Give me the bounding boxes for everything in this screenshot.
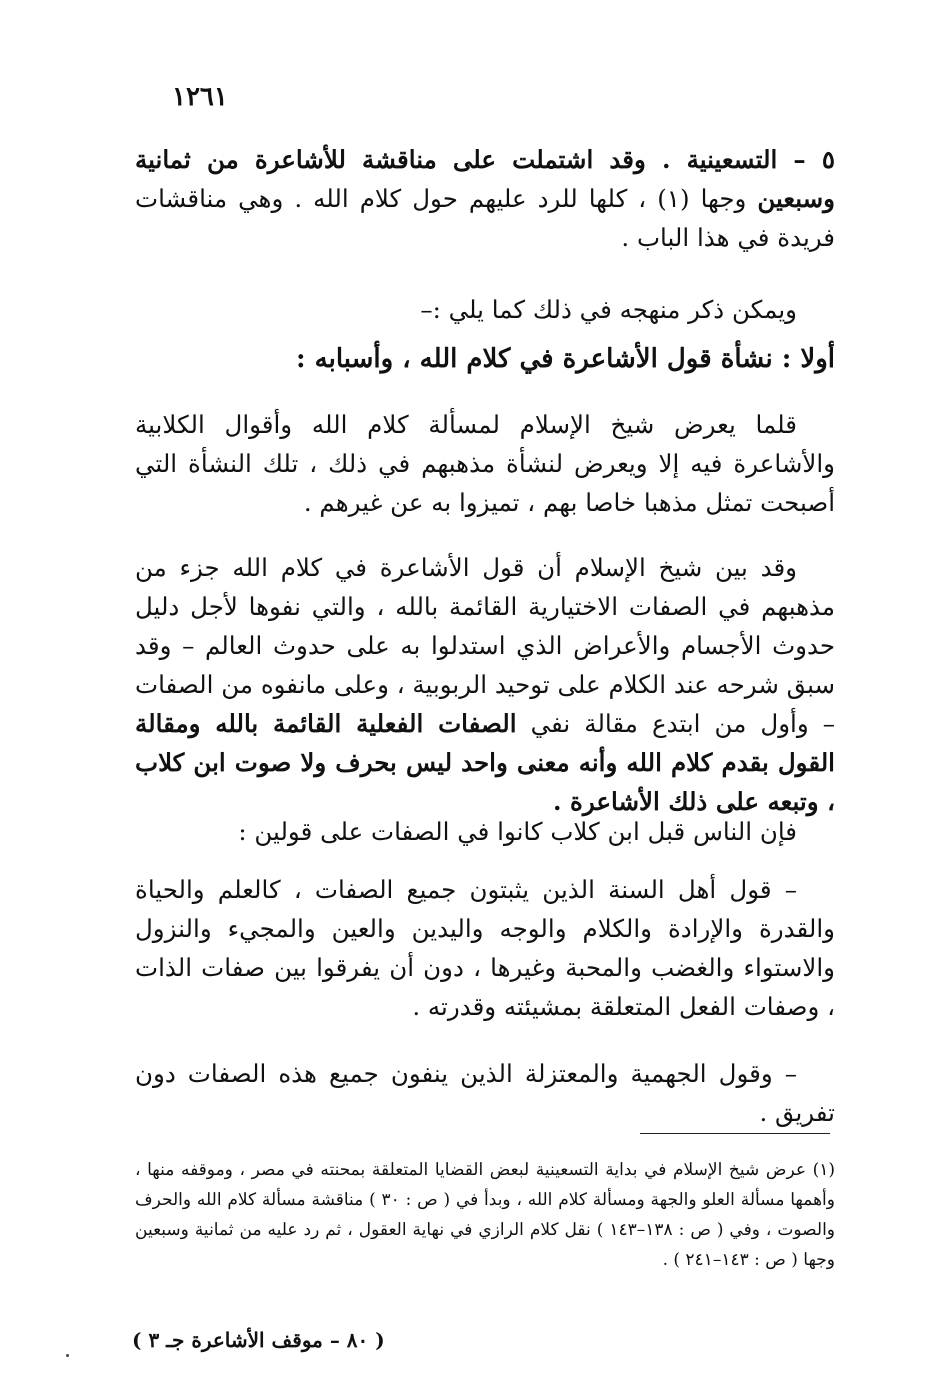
item-5-lead: ٥ – التسعينية . وقد اشتملت على مناقشة للأشاعرة من ثمانية وسبعين [135, 145, 835, 213]
scan-speck [66, 1354, 69, 1357]
item-5-rest: وجها (١) ، كلها للرد عليهم حول كلام الله . وهي مناقشات فريدة في هذا الباب . [135, 184, 835, 252]
paragraph-5: – وقول الجهمية والمعتزلة الذين ينفون جميع هذه الصفات دون تفريق . [135, 1059, 835, 1127]
item-5-paragraph [135, 140, 835, 257]
page-number: ١٢٦١ [172, 82, 228, 112]
intro-line: ويمكن ذكر منهجه في ذلك كما يلي :– [420, 295, 797, 324]
paragraph-3: فإن الناس قبل ابن كلاب كانوا في الصفات على قولين : [238, 817, 797, 846]
section-heading: أولا : نشأة قول الأشاعرة في كلام الله ، وأسبابه : [296, 344, 835, 374]
paragraph-1: قلما يعرض شيخ الإسلام لمسألة كلام الله وأقوال الكلابية والأشاعرة فيه إلا ويعرض لنشأة مذهبهم في ذلك ، تلك النشأة التي أصبحت تمثل مذهبا خاصا بهم ، تميزوا به عن غيرهم . [135, 410, 835, 517]
paragraph-4: – قول أهل السنة الذين يثبتون جميع الصفات ، كالعلم والحياة والقدرة والإرادة والكلام والوجه واليدين والعين والمجيء والنزول والاستواء والغضب والمحبة وغيرها ، دون أن يفرقوا بين صفات الذات ، وصفات الفعل المتعلقة بمشيئته وقدرته . [135, 875, 835, 1021]
signature-line: ( ٨٠ – موقف الأشاعرة جـ ٣ ) [132, 1328, 385, 1352]
footnote: (١) عرض شيخ الإسلام في بداية التسعينية لبعض القضايا المتعلقة بمحنته في مصر ، وموقفه منها ، وأهمها مسألة العلو والجهة ومسألة كلام الله ، وبدأ في ( ص : ٣٠ ) مناقشة مسألة كلام الله والحرف والصوت ، وفي ( ص : ١٣٨–١٤٣ ) نقل كلام الرازي في نهاية العقول ، ثم رد عليه من ثمانية وسبعين وجها ( ص : ١٤٣–٢٤١ ) . [135, 1160, 836, 1270]
paragraph-2-bold: الصفات الفعلية القائمة بالله ومقالة القول بقدم كلام الله وأنه معنى واحد ليس بحرف ولا صوت ابن كلاب ، وتبعه على ذلك الأشاعرة . [135, 709, 835, 816]
footnote-divider [640, 1133, 830, 1134]
paragraph-2 [135, 548, 835, 821]
paragraph-2-text: وقد بين شيخ الإسلام أن قول الأشاعرة في كلام الله جزء من مذهبهم في الصفات الاختيارية القائمة بالله ، والتي نفوها لأجل دليل حدوث الأجسام والأعراض الذي استدلوا به على حدوث العالم – وقد سبق شرحه عند الكلام على توحيد الربوبية ، وعلى مانفوه من الصفات – وأول من ابتدع مقالة نفي [135, 553, 836, 738]
